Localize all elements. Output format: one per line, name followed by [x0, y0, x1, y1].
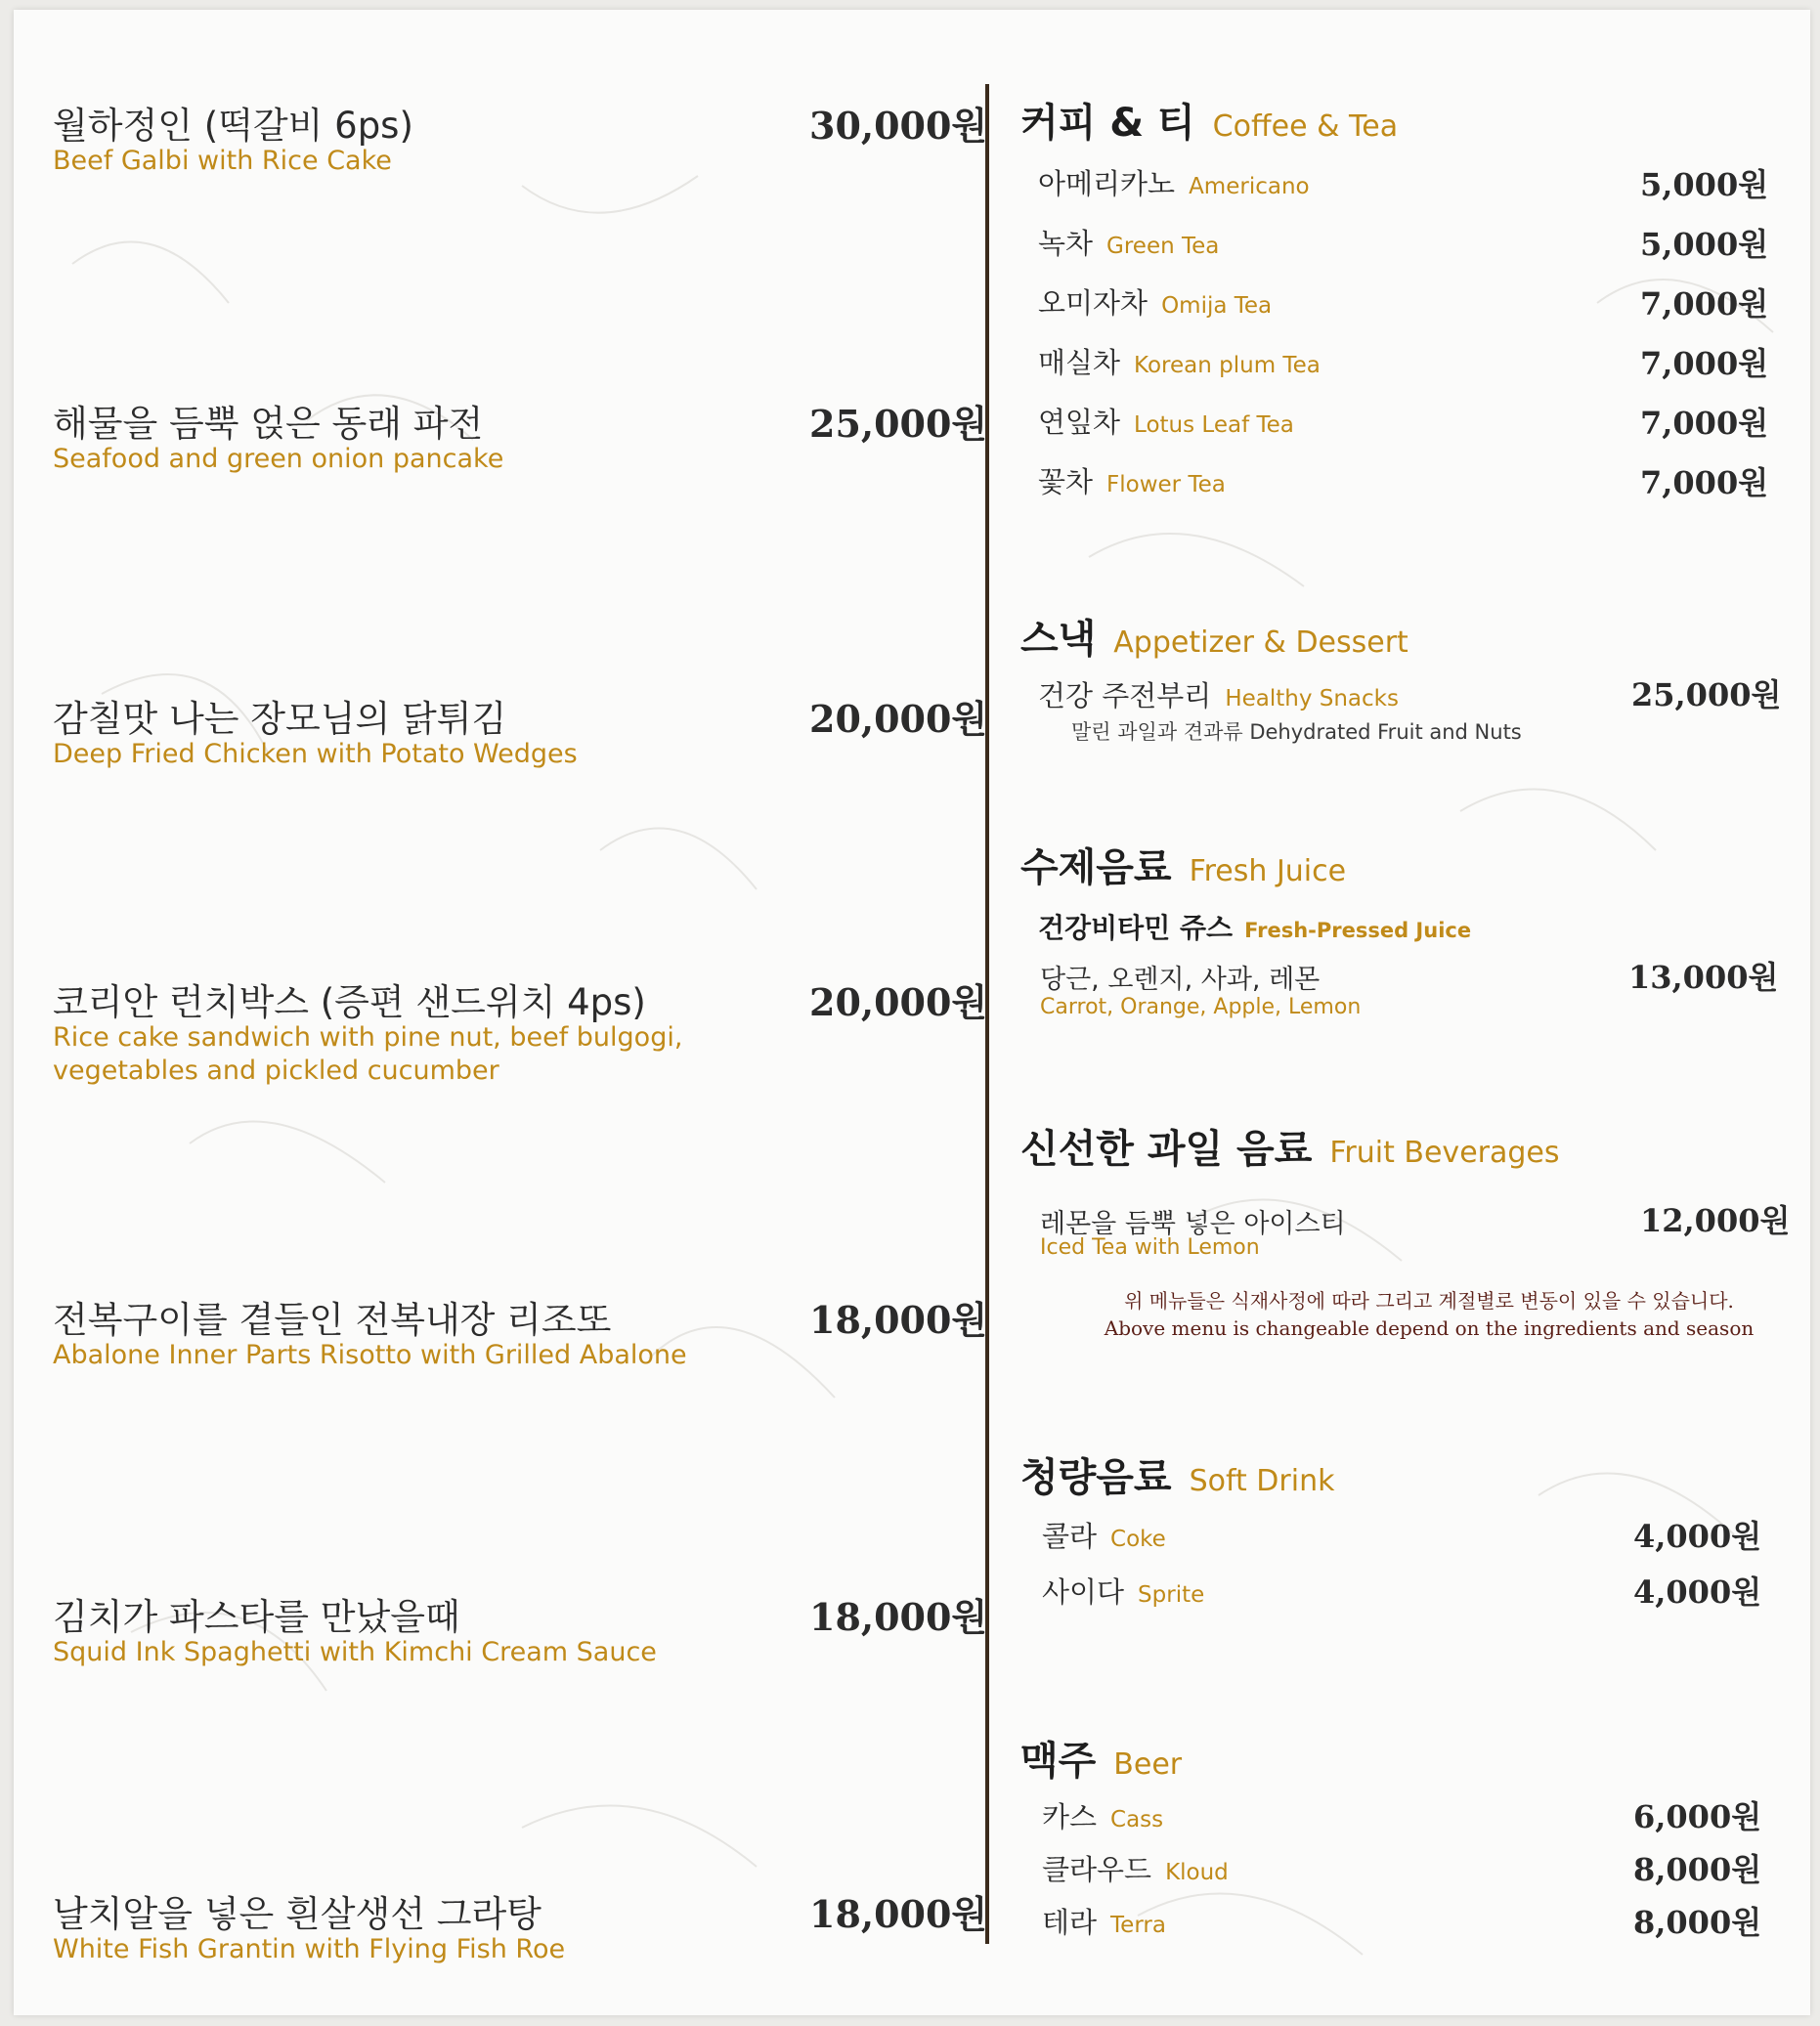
item-price: 18,000원	[809, 1595, 988, 1639]
section-title-ko: 수제음료	[1020, 845, 1172, 890]
item-name-en: Rice cake sandwich with pine nut, beef bulgogi, vegetables and pickled cucumber	[53, 1022, 683, 1086]
item-price: 4,000원	[1633, 1573, 1762, 1611]
item-name-ko: 오미자차	[1038, 286, 1148, 320]
item-name-ko: 김치가 파스타를 만났을때	[53, 1596, 460, 1638]
drink-item	[1038, 401, 1294, 441]
item-name-en: Terra	[1110, 1913, 1166, 1938]
drink-item	[1042, 1848, 1229, 1888]
snack-item	[1038, 674, 1399, 714]
item-name-en: Cass	[1110, 1807, 1164, 1832]
section-coffee-tea	[1020, 92, 1398, 148]
item-price: 30,000원	[809, 104, 988, 148]
item-price: 25,000원	[1631, 676, 1782, 713]
item-name-en: Flower Tea	[1106, 472, 1226, 497]
item-name-ko: 해물을 듬뿍 얹은 동래 파전	[53, 403, 484, 445]
item-price: 8,000원	[1633, 1851, 1762, 1888]
menu-page	[14, 10, 1810, 2015]
item-name-ko: 코리안 런치박스 (증편 샌드위치 4ps)	[53, 981, 646, 1023]
item-name-en: Abalone Inner Parts Risotto with Grilled Abalone	[53, 1340, 687, 1370]
item-name-en: Beef Galbi with Rice Cake	[53, 146, 392, 176]
item-name-en: Coke	[1110, 1527, 1166, 1552]
item-name-ko: 날치알을 넣은 흰살생선 그라탕	[53, 1893, 542, 1935]
drink-item	[1038, 222, 1219, 262]
item-name-en: Korean plum Tea	[1134, 353, 1321, 378]
section-title-en: Appetizer & Dessert	[1113, 625, 1408, 660]
drink-item	[1042, 1901, 1166, 1941]
item-name-en: Deep Fried Chicken with Potato Wedges	[53, 739, 578, 769]
item-name-ko: 꽃차	[1038, 465, 1094, 498]
subtitle-en: Fresh-Pressed Juice	[1244, 919, 1472, 942]
item-name-en: Squid Ink Spaghetti with Kimchi Cream Sauce	[53, 1637, 657, 1667]
item-price: 20,000원	[809, 980, 988, 1024]
item-name-ko: 월하정인 (떡갈비 6ps)	[53, 105, 413, 147]
item-name-ko: 감칠맛 나는 장모님의 닭튀김	[53, 698, 507, 740]
item-name-en: Kloud	[1165, 1860, 1229, 1885]
section-title-ko: 커피 & 티	[1020, 101, 1195, 146]
section-title-en: Fruit Beverages	[1329, 1136, 1560, 1170]
section-fresh-juice	[1020, 837, 1346, 892]
section-soft-drink	[1020, 1446, 1334, 1502]
drink-item	[1038, 460, 1226, 500]
item-price: 12,000원	[1640, 1202, 1791, 1239]
drink-item	[1038, 281, 1272, 322]
item-name-ko: 카스	[1042, 1800, 1098, 1833]
item-name-ko: 건강 주전부리	[1038, 679, 1212, 712]
item-name-en: Omija Tea	[1161, 293, 1273, 319]
item-name-ko: 아메리카노	[1038, 167, 1176, 200]
section-title-ko: 맥주	[1020, 1739, 1097, 1784]
item-name-ko: 당근, 오렌지, 사과, 레몬	[1040, 965, 1321, 995]
item-name-en: Americano	[1189, 174, 1310, 199]
drink-item	[1038, 162, 1310, 202]
item-name-ko: 녹차	[1038, 227, 1094, 260]
item-name-en: Carrot, Orange, Apple, Lemon	[1040, 995, 1362, 1019]
item-name-ko: 클라우드	[1042, 1853, 1152, 1886]
juice-subtitle	[1038, 907, 1471, 946]
item-name-ko: 매실차	[1038, 346, 1121, 379]
section-beer	[1020, 1730, 1182, 1786]
section-snack	[1020, 608, 1408, 664]
item-name-en: Healthy Snacks	[1225, 686, 1399, 711]
item-price: 8,000원	[1633, 1904, 1762, 1941]
menu-notice	[1058, 1287, 1800, 1342]
item-name-ko: 사이다	[1042, 1575, 1125, 1609]
drink-item	[1042, 1795, 1163, 1835]
item-price: 18,000원	[809, 1892, 988, 1936]
item-price: 25,000원	[809, 402, 988, 446]
notice-ko: 위 메뉴들은 식재사정에 따라 그리고 계절별로 변동이 있을 수 있습니다.	[1124, 1289, 1734, 1313]
drink-item	[1042, 1515, 1166, 1555]
item-name-en: Green Tea	[1106, 234, 1220, 259]
section-title-ko: 스낵	[1020, 617, 1097, 662]
item-price: 6,000원	[1633, 1798, 1762, 1835]
section-title-en: Fresh Juice	[1189, 854, 1347, 888]
item-name-ko: 콜라	[1042, 1520, 1098, 1553]
item-name-ko: 레몬을 듬뿍 넣은 아이스티	[1040, 1209, 1346, 1239]
item-name-en: White Fish Grantin with Flying Fish Roe	[53, 1934, 566, 1964]
item-name-ko: 연잎차	[1038, 406, 1121, 439]
item-name-ko: 테라	[1042, 1906, 1098, 1939]
item-price: 4,000원	[1633, 1518, 1762, 1555]
item-price: 5,000원	[1640, 226, 1769, 263]
section-title-ko: 청량음료	[1020, 1455, 1172, 1500]
item-price: 7,000원	[1640, 464, 1769, 501]
item-price: 13,000원	[1628, 959, 1779, 996]
item-name-en: Seafood and green onion pancake	[53, 444, 504, 474]
section-title-ko: 신선한 과일 음료	[1020, 1127, 1313, 1172]
item-price: 7,000원	[1640, 285, 1769, 323]
item-description: 말린 과일과 견과류 Dehydrated Fruit and Nuts	[1071, 720, 1522, 744]
notice-en: Above menu is changeable depend on the ingredients and season	[1104, 1316, 1755, 1340]
item-name-ko: 전복구이를 곁들인 전복내장 리조또	[53, 1299, 612, 1341]
drink-item	[1042, 1571, 1204, 1611]
section-fruit-beverages	[1020, 1118, 1560, 1174]
item-name-en: Lotus Leaf Tea	[1134, 412, 1294, 438]
item-price: 5,000원	[1640, 166, 1769, 203]
item-name-en: Sprite	[1138, 1582, 1205, 1608]
section-title-en: Coffee & Tea	[1212, 109, 1399, 144]
item-price: 7,000원	[1640, 405, 1769, 442]
item-price: 7,000원	[1640, 345, 1769, 382]
section-title-en: Beer	[1113, 1747, 1183, 1782]
item-price: 18,000원	[809, 1298, 988, 1342]
item-name-en: Iced Tea with Lemon	[1040, 1235, 1260, 1260]
item-price: 20,000원	[809, 697, 988, 741]
drink-item	[1038, 341, 1321, 381]
section-title-en: Soft Drink	[1189, 1464, 1335, 1498]
subtitle-ko: 건강비타민 쥬스	[1038, 912, 1234, 944]
